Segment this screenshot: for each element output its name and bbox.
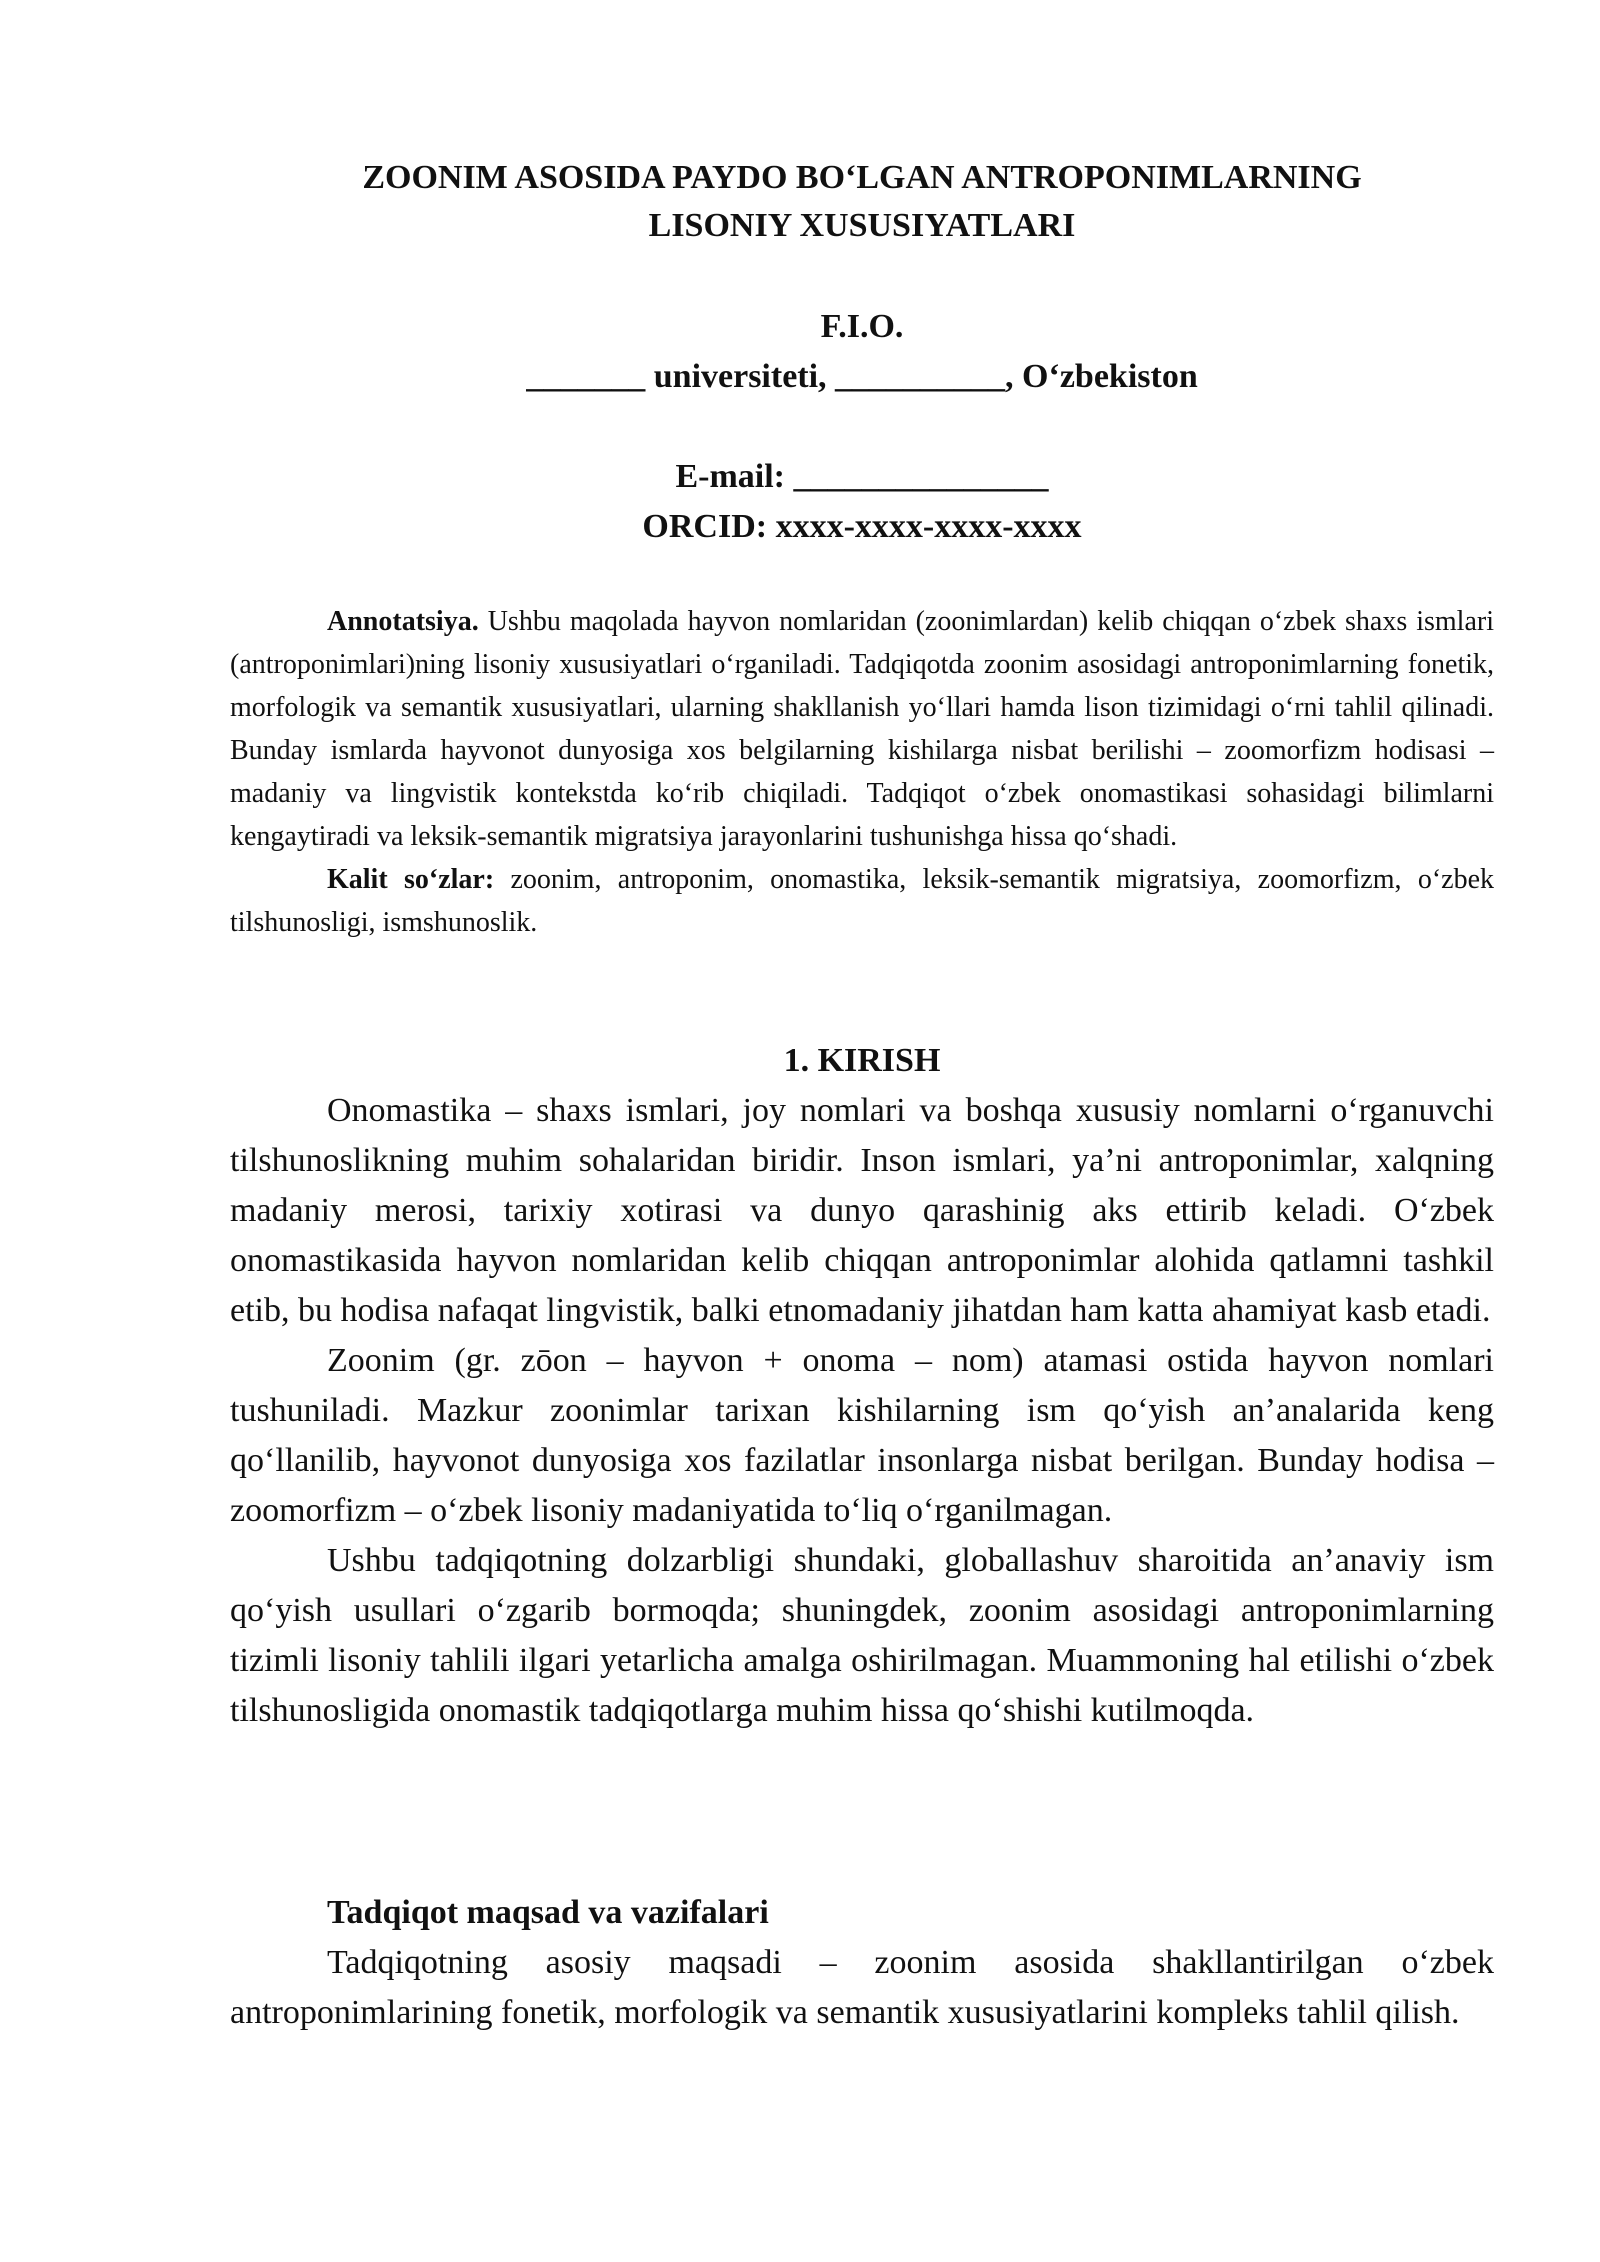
body-paragraph: Ushbu tadqiqotning dolzarbligi shundaki, globallashuv sharoitida an’anaviy ism qo‘yish usullari o‘zgarib bormoqda; shuningdek, zoonim asosidagi antroponimlarning tizimli lisoniy tahlili ilgari yetarlicha amalga oshirilmagan. Muammoning hal etilishi o‘zbek tilshunosligida onomastik tadqiqotlarga muhim hissa qo‘shishi kutilmoqda.	[230, 1542, 1494, 1729]
author-name: F.I.O.	[820, 308, 904, 345]
paper-title-line-1: ZOONIM ASOSIDA PAYDO BO‘LGAN ANTROPONIMLARNING	[362, 159, 1362, 196]
keywords-paragraph	[230, 858, 1494, 944]
body-paragraph: Tadqiqotning asosiy maqsadi – zoonim asosida shakllantirilgan o‘zbek antroponimlarining fonetik, morfologik va semantik xususiyatlarini kompleks tahlil qilish.	[230, 1944, 1494, 2031]
abstract-text: Ushbu maqolada hayvon nomlaridan (zoonimlardan) kelib chiqqan o‘zbek shaxs ismlari (antroponimlari)ning lisoniy xususiyatlari o‘rganiladi. Tadqiqotda zoonim asosidagi antroponimlarning fonetik, morfologik va semantik xususiyatlari, ularning shakllanish yo‘llari hamda lison tizimidagi o‘rni tahlil qilinadi. Bunday ismlarda hayvonot dunyosiga xos belgilarning kishilarga nisbat berilishi – zoomorfizm hodisasi – madaniy va lingvistik kontekstda ko‘rib chiqiladi. Tadqiqot o‘zbek onomastikasi sohasidagi bilimlarni kengaytiradi va leksik-semantik migratsiya jarayonlarini tushunishga hissa qo‘shadi.	[230, 606, 1494, 852]
contact-block	[230, 452, 1494, 552]
abstract-block	[230, 600, 1494, 944]
goals-body	[230, 1938, 1494, 2038]
abstract-paragraph	[230, 600, 1494, 858]
author-affiliation: _______ universiteti, __________, O‘zbekiston	[526, 358, 1198, 395]
paper-title	[230, 154, 1494, 250]
author-block	[230, 302, 1494, 402]
author-email: E-mail: _______________	[675, 458, 1049, 495]
keywords-text: zoonim, antroponim, onomastika, leksik-semantik migratsiya, zoomorfizm, o‘zbek tilshunosligi, ismshunoslik.	[230, 864, 1494, 938]
author-orcid: ORCID: xxxx-xxxx-xxxx-xxxx	[642, 508, 1082, 545]
body-paragraph: Onomastika – shaxs ismlari, joy nomlari va boshqa xususiy nomlarni o‘rganuvchi tilshunoslikning muhim sohalaridan biridir. Inson ismlari, ya’ni antroponimlar, xalqning madaniy merosi, tarixiy xotirasi va dunyo qarashinig aks ettirib keladi. O‘zbek onomastikasida hayvon nomlaridan kelib chiqqan antroponimlar alohida qatlamni tashkil etib, bu hodisa nafaqat lingvistik, balki etnomadaniy jihatdan ham katta ahamiyat kasb etadi.	[230, 1092, 1494, 1329]
paper-title-line-2: LISONIY XUSUSIYATLARI	[648, 207, 1076, 244]
keywords-label: Kalit so‘zlar:	[327, 864, 495, 895]
introduction-body	[230, 1086, 1494, 1736]
subsection-heading-goals: Tadqiqot maqsad va vazifalari	[327, 1894, 769, 1931]
body-paragraph: Zoonim (gr. zōon – hayvon + onoma – nom) atamasi ostida hayvon nomlari tushuniladi. Mazkur zoonimlar tarixan kishilarning ism qo‘yish an’analarida keng qo‘llanilib, hayvonot dunyosiga xos fazilatlar insonlarga nisbat berilgan. Bunday hodisa – zoomorfizm – o‘zbek lisoniy madaniyatida to‘liq o‘rganilmagan.	[230, 1342, 1494, 1529]
abstract-label: Annotatsiya.	[327, 606, 479, 637]
section-heading-introduction: 1. KIRISH	[783, 1042, 941, 1079]
